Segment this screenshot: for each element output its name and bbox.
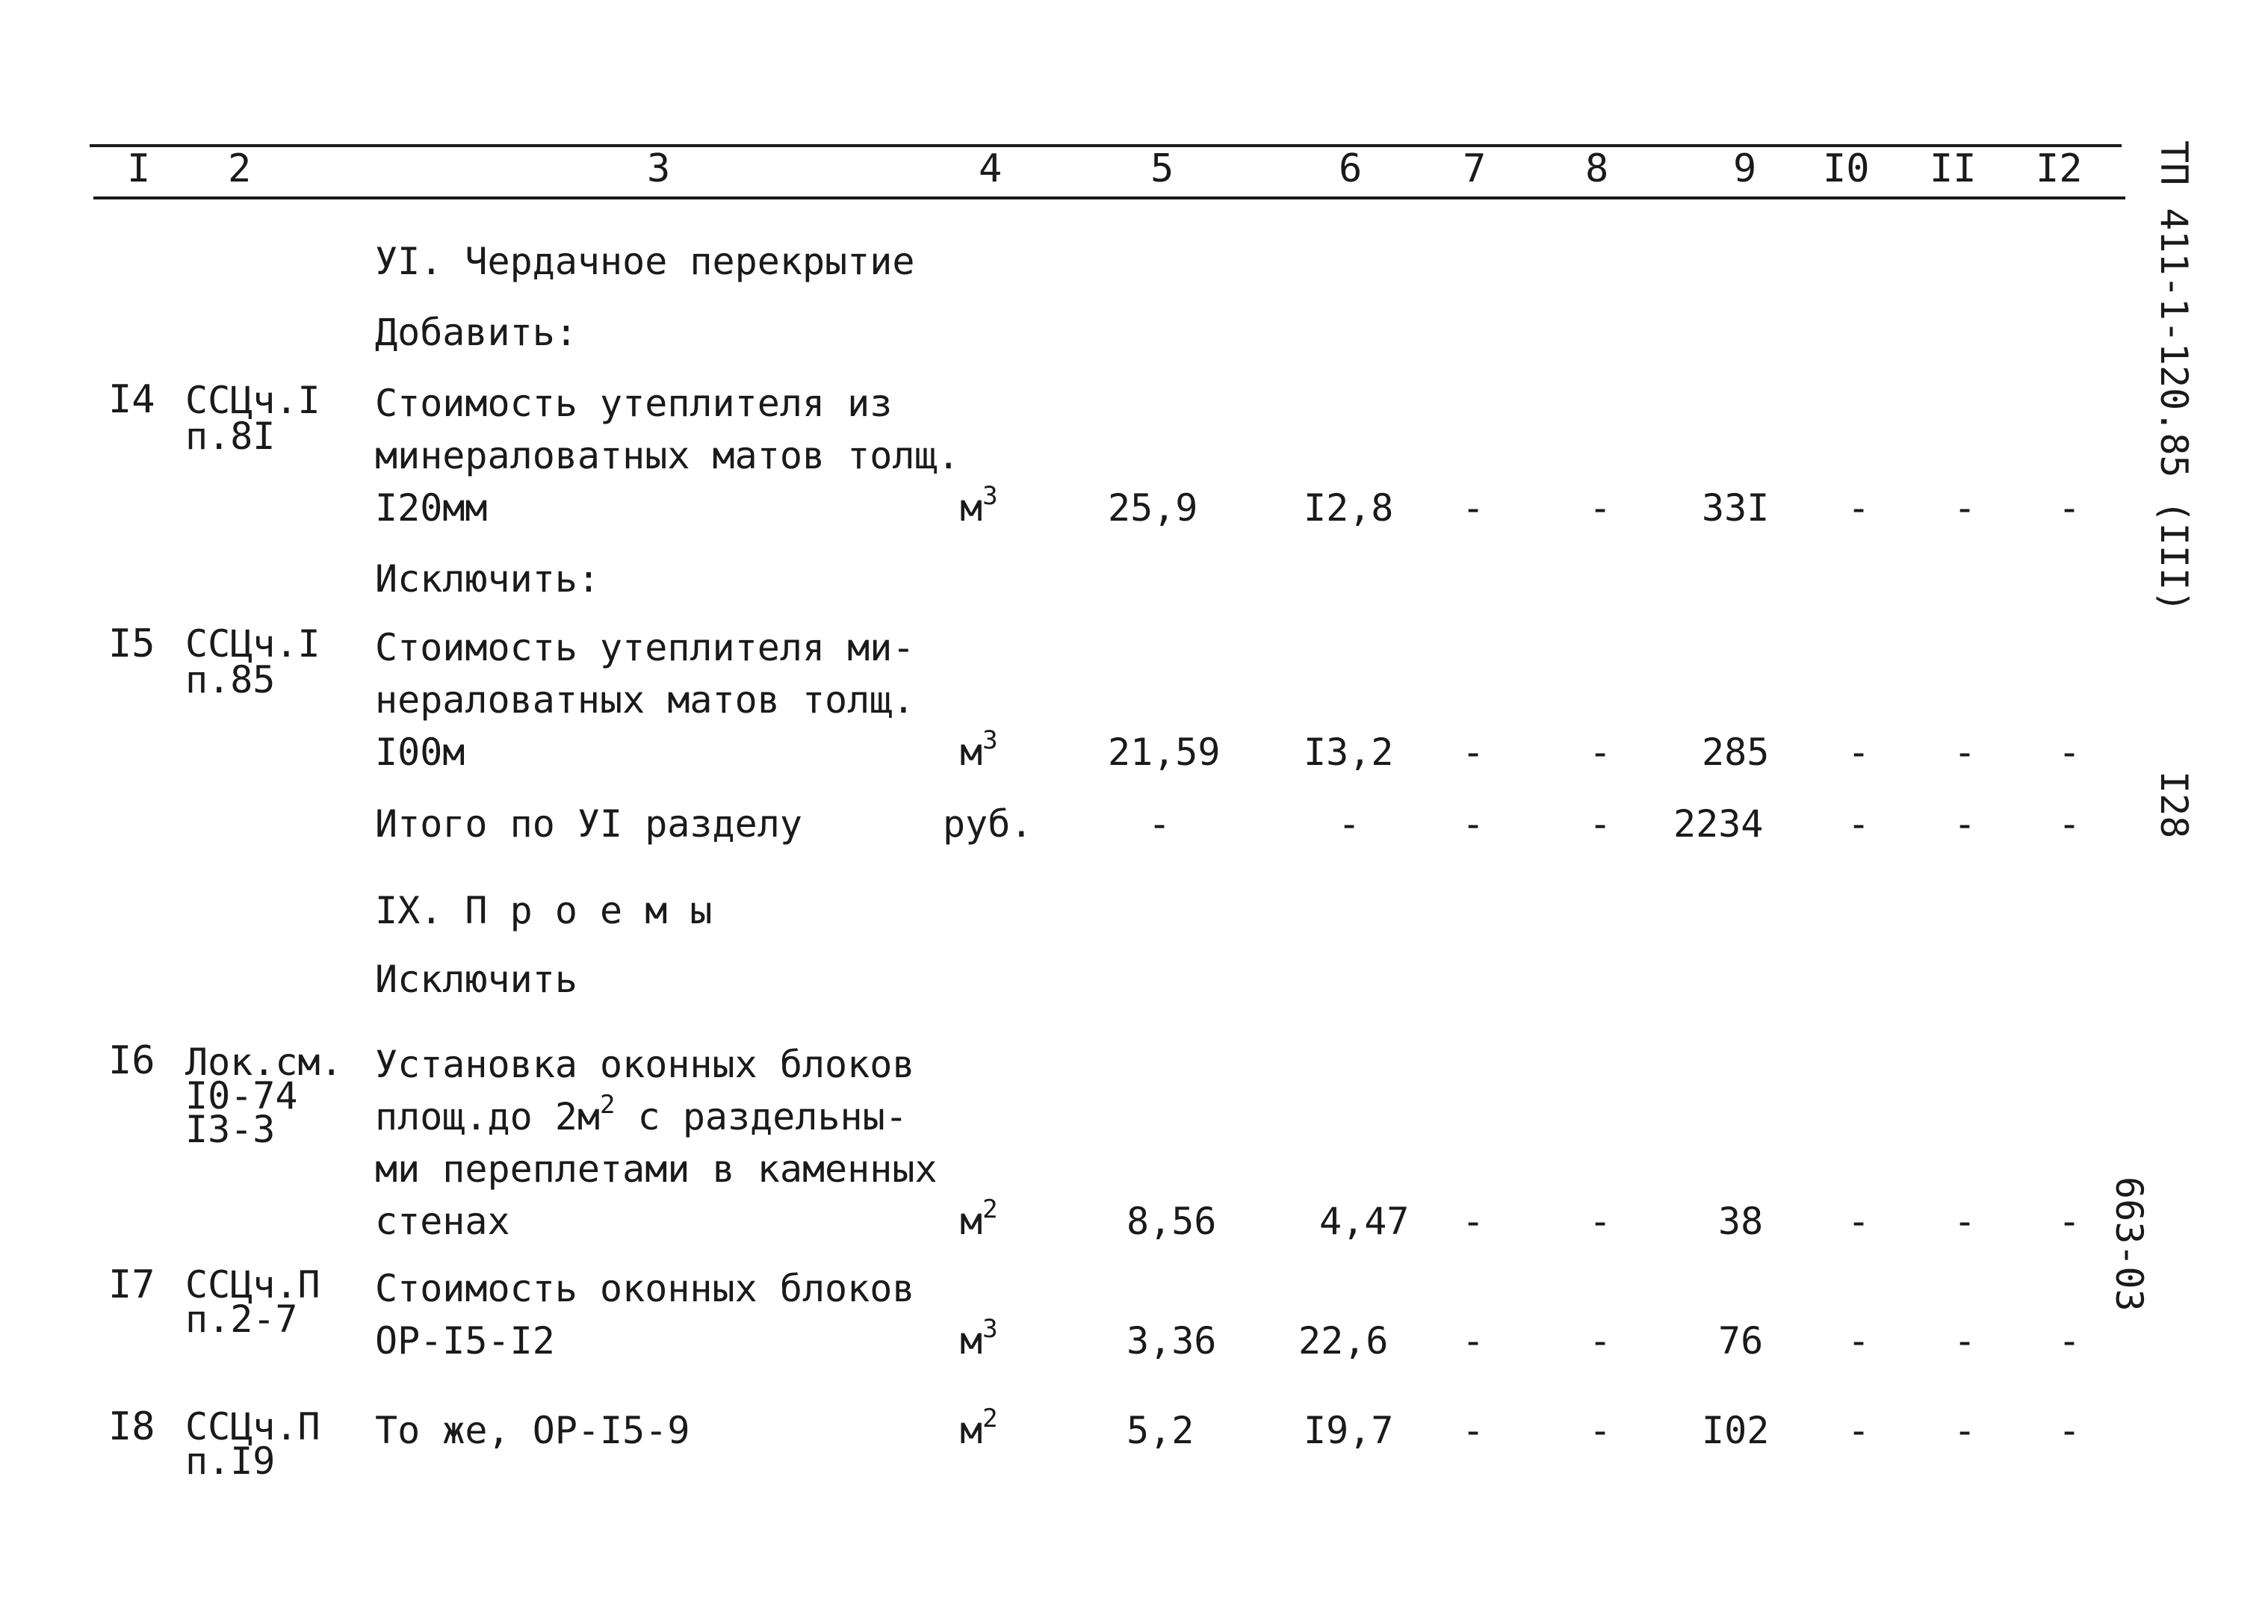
row-18-desc-line-1: То же, ОР-I5-9	[375, 1409, 690, 1452]
total-unit: руб.	[943, 802, 1033, 846]
row-15-col-10: -	[1847, 731, 1871, 774]
row-18-col-9: I02	[1702, 1409, 1770, 1452]
section-6-title: УI. Чердачное перекрытие	[375, 240, 915, 283]
col-header-10: I0	[1823, 146, 1870, 191]
row-14-col-7: -	[1461, 486, 1485, 530]
row-18-code-line-2: п.I9	[185, 1439, 276, 1483]
row-18-col-8: -	[1588, 1409, 1612, 1452]
row-18-col-6: I9,7	[1304, 1409, 1394, 1452]
total-col-5: -	[1147, 802, 1171, 846]
row-16-desc-line-2: площ.до $2м^2$ с раздельны-	[375, 1090, 908, 1138]
row-14-col-12: -	[2057, 486, 2081, 530]
row-18-col-11: -	[1953, 1409, 1977, 1452]
row-15-col-8: -	[1588, 731, 1612, 774]
row-16-desc-line-3: ми переплетами в каменных	[375, 1147, 938, 1191]
col-header-5: 5	[1150, 146, 1174, 191]
col-header-3: 3	[647, 146, 671, 191]
header-bottom-rule	[93, 196, 2125, 199]
row-15-col-9: 285	[1702, 731, 1770, 774]
row-15-code-line-1: ССЦч.I	[185, 622, 320, 666]
row-14-desc-line-2: минераловатных матов толщ.	[375, 434, 960, 477]
row-18-number: I8	[108, 1404, 155, 1449]
row-14-desc-line-1: Стоимость утеплителя из	[375, 382, 893, 425]
row-14-col-6: I2,8	[1304, 486, 1394, 530]
row-15-col-7: -	[1461, 731, 1485, 774]
total-col-11: -	[1953, 802, 1977, 846]
row-18-unit: $м^2$	[960, 1404, 998, 1452]
row-16-col-9: 38	[1718, 1200, 1764, 1243]
row-14-code-line-1: ССЦч.I	[185, 379, 320, 422]
row-17-col-6: 22,6	[1298, 1319, 1389, 1363]
row-16-col-8: -	[1588, 1200, 1612, 1243]
side-page-number: I28	[2152, 771, 2196, 839]
row-16-code-line-1: Лок.см.	[185, 1041, 343, 1084]
col-header-9: 9	[1733, 146, 1757, 191]
row-16-unit: $м^2$	[960, 1194, 998, 1243]
col-header-11: II	[1930, 146, 1977, 191]
section-6-add-label: Добавить:	[375, 311, 577, 354]
row-16-col-5: 8,56	[1127, 1200, 1217, 1243]
side-document-code: ТП 411-1-120.85 (III)	[2152, 140, 2196, 613]
col-header-2: 2	[228, 146, 252, 191]
row-14-col-10: -	[1847, 486, 1871, 530]
row-16-col-12: -	[2057, 1200, 2081, 1243]
row-15-number: I5	[108, 622, 155, 666]
row-15-col-6: I3,2	[1304, 731, 1394, 774]
row-15-unit: $м^3$	[960, 725, 998, 774]
row-16-number: I6	[108, 1038, 155, 1083]
row-15-col-5: 21,59	[1108, 731, 1221, 774]
col-header-12: I2	[2036, 146, 2083, 191]
row-16-code-line-3: I3-3	[185, 1108, 276, 1151]
row-16-desc-line-1: Установка оконных блоков	[375, 1043, 915, 1086]
row-18-code-line-1: ССЦч.П	[185, 1405, 320, 1448]
row-16-col-6: 4,47	[1319, 1200, 1410, 1243]
row-15-col-11: -	[1953, 731, 1977, 774]
row-17-code-line-1: ССЦч.П	[185, 1263, 320, 1307]
row-15-desc-line-1: Стоимость утеплителя ми-	[375, 626, 915, 669]
row-14-code-line-2: п.8I	[185, 415, 276, 458]
section-6-total-label: Итого по УI разделу	[375, 802, 802, 846]
total-col-7: -	[1461, 802, 1485, 846]
row-17-col-8: -	[1588, 1319, 1612, 1363]
row-14-number: I4	[108, 377, 155, 422]
row-17-desc-line-1: Стоимость оконных блоков	[375, 1267, 915, 1310]
section-9-title: IX. П р о е м ы	[375, 889, 713, 932]
row-17-code-line-2: п.2-7	[185, 1298, 298, 1341]
row-14-unit: $м^3$	[960, 481, 998, 530]
row-18-col-10: -	[1847, 1409, 1871, 1452]
row-17-unit: $м^3$	[960, 1314, 998, 1363]
row-18-col-7: -	[1461, 1409, 1485, 1452]
total-col-10: -	[1847, 802, 1871, 846]
section-9-exclude-label: Исключить	[375, 958, 577, 1001]
row-17-col-5: 3,36	[1127, 1319, 1217, 1363]
side-reference-number: 663-03	[2107, 1177, 2151, 1312]
total-col-12: -	[2057, 802, 2081, 846]
row-17-col-7: -	[1461, 1319, 1485, 1363]
section-6-exclude-label: Исключить:	[375, 557, 601, 601]
row-17-col-11: -	[1953, 1319, 1977, 1363]
row-16-col-11: -	[1953, 1200, 1977, 1243]
row-14-col-11: -	[1953, 486, 1977, 530]
row-16-desc-line-4: стенах	[375, 1200, 510, 1243]
row-14-col-5: 25,9	[1108, 486, 1198, 530]
row-17-col-10: -	[1847, 1319, 1871, 1363]
row-17-desc-line-2: ОР-I5-I2	[375, 1319, 555, 1363]
row-14-col-9: 33I	[1702, 486, 1770, 530]
row-17-number: I7	[108, 1262, 155, 1307]
col-header-6: 6	[1339, 146, 1363, 191]
row-16-code-line-2: I0-74	[185, 1074, 298, 1118]
row-16-col-10: -	[1847, 1200, 1871, 1243]
row-17-col-9: 76	[1718, 1319, 1764, 1363]
row-18-col-5: 5,2	[1127, 1409, 1195, 1452]
total-col-9: 2234	[1673, 802, 1764, 846]
col-header-7: 7	[1463, 146, 1487, 191]
row-18-col-12: -	[2057, 1409, 2081, 1452]
col-header-4: 4	[979, 146, 1003, 191]
row-17-col-12: -	[2057, 1319, 2081, 1363]
row-15-desc-line-2: нераловатных матов толщ.	[375, 678, 915, 722]
row-14-col-8: -	[1588, 486, 1612, 530]
row-15-desc-line-3: I00м	[375, 731, 465, 774]
row-15-col-12: -	[2057, 731, 2081, 774]
total-col-6: -	[1337, 802, 1361, 846]
header-top-rule	[90, 144, 2122, 147]
row-16-col-7: -	[1461, 1200, 1485, 1243]
row-14-desc-line-3: I20мм	[375, 486, 488, 530]
col-header-1: I	[127, 146, 151, 191]
col-header-8: 8	[1585, 146, 1609, 191]
row-15-code-line-2: п.85	[185, 658, 276, 701]
total-col-8: -	[1588, 802, 1612, 846]
